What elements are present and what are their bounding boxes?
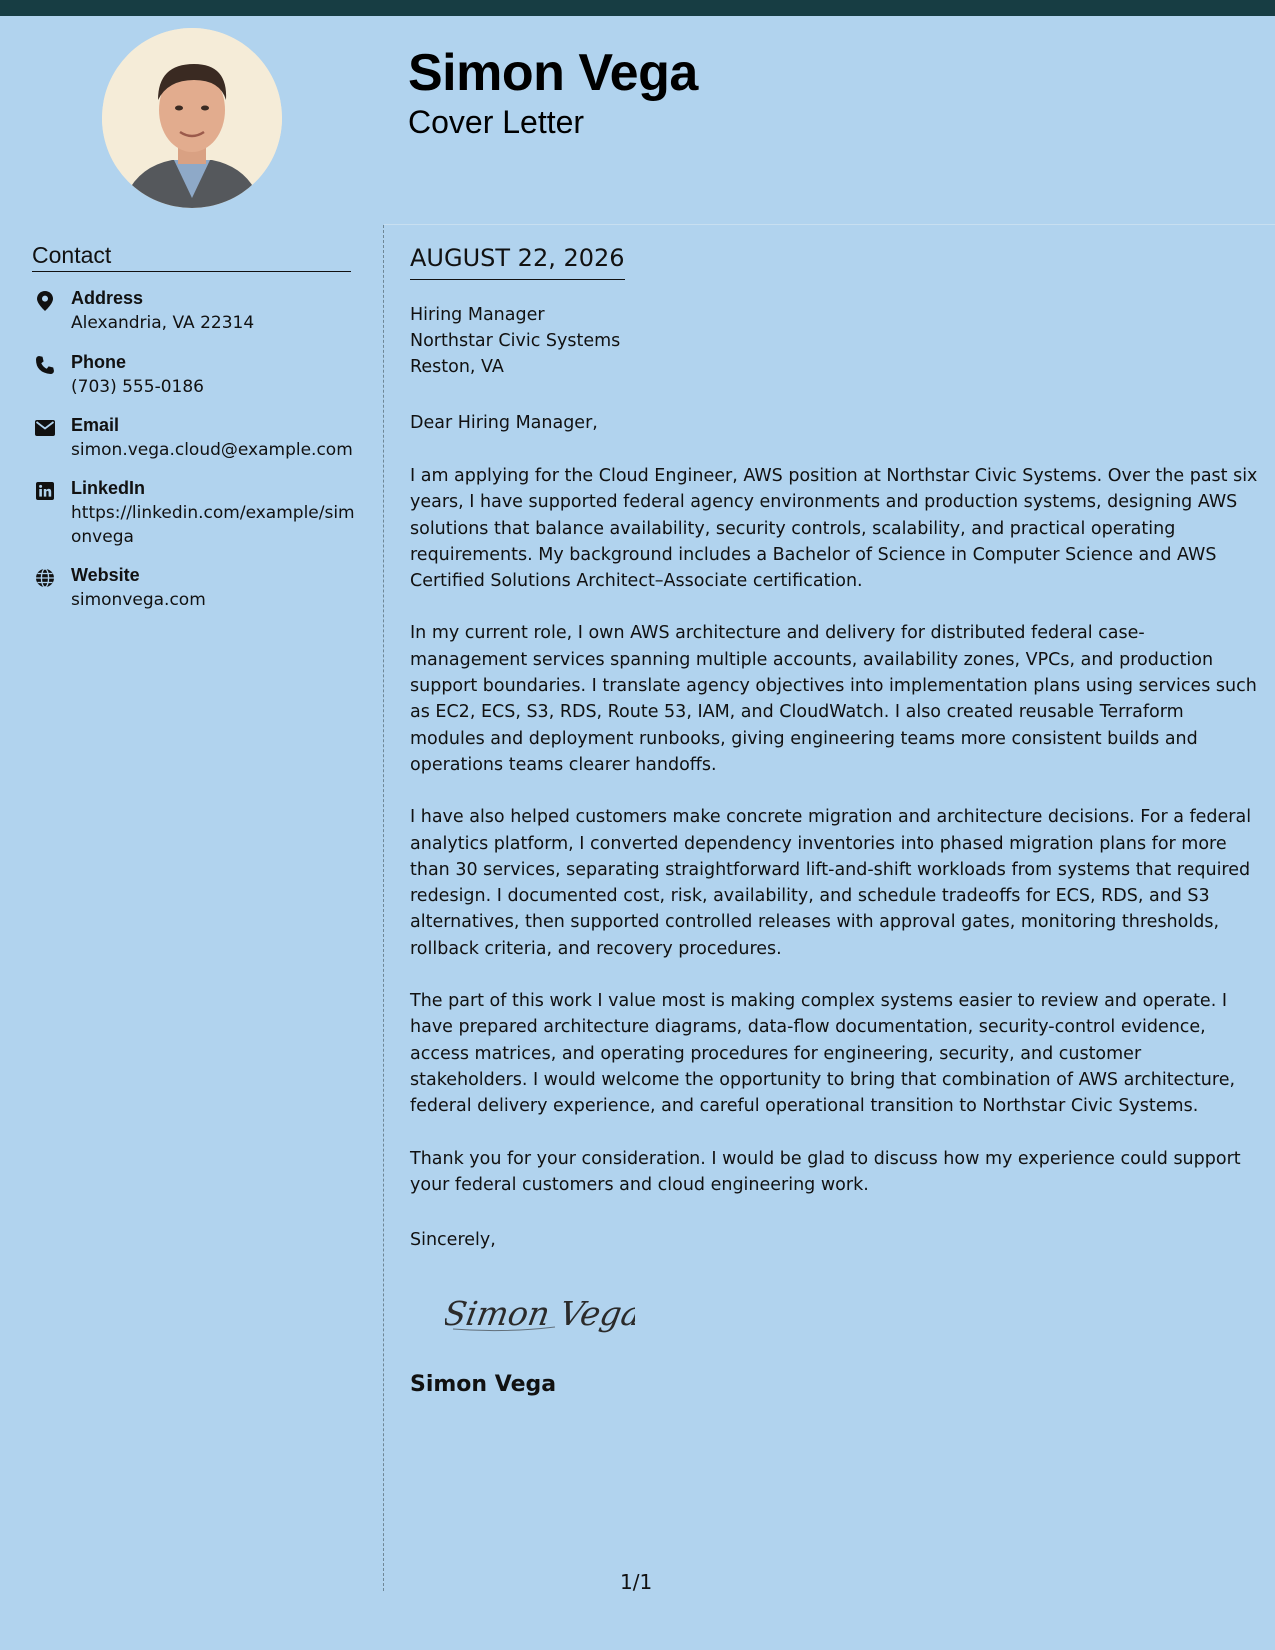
recipient-location: Reston, VA	[410, 357, 504, 377]
profile-photo	[102, 28, 282, 208]
recipient-name: Hiring Manager	[410, 305, 545, 325]
contact-label: Email	[71, 415, 120, 435]
contact-label: LinkedIn	[71, 478, 146, 498]
top-accent-bar	[0, 0, 1275, 16]
candidate-name: Simon Vega	[408, 44, 698, 102]
contact-label: Phone	[71, 352, 127, 372]
page-indicator: 1/1	[620, 1570, 653, 1594]
body-paragraph: In my current role, I own AWS architecture and delivery for distributed federal case-management services spanning multiple accounts, availability zones, VPCs, and production support boundaries. I translate agency objectives into implementation plans using services such as EC2, ECS, S3, RDS, Route 53, IAM, and CloudWatch. I also created reusable Terraform modules and deployment runbooks, giving engineering teams more consistent builds and operations teams clearer handoffs.	[410, 623, 1257, 775]
contact-value: Alexandria, VA 22314	[71, 313, 255, 333]
letter-body	[410, 463, 1258, 1224]
body-paragraph: The part of this work I value most is making complex systems easier to review and operate. I have prepared architecture diagrams, data-flow documentation, security-control evidence, access matrices, and operating procedures for engineering, security, and customer stakeholders. I would welcome the opportunity to bring that combination of AWS architecture, federal delivery experience, and careful operational transition to Northstar Civic Systems.	[410, 991, 1236, 1117]
body-paragraph: Thank you for your consideration. I would be glad to discuss how my experience could support your federal customers and cloud engineering work.	[410, 1148, 1241, 1195]
contact-value: (703) 555-0186	[71, 377, 204, 397]
handwritten-signature	[445, 1285, 635, 1345]
phone-icon	[34, 354, 56, 376]
body-paragraph: I am applying for the Cloud Engineer, AWS position at Northstar Civic Systems. Over the past six years, I have supported federal agency environments and production systems, designing AWS solutions that balance availability, security controls, scalability, and practical operating requirements. My background includes a Bachelor of Science in Computer Science and AWS Certified Solutions Architect–Associate certification.	[410, 466, 1258, 592]
map-pin-icon	[34, 290, 56, 312]
envelope-icon	[34, 417, 56, 439]
body-paragraph: I have also helped customers make concrete migration and architecture decisions. For a federal analytics platform, I converted dependency inventories into phased migration plans for more than 30 services, separating straightforward lift-and-shift workloads from systems that required redesign. I documented cost, risk, availability, and schedule tradeoffs for ECS, RDS, and S3 alternatives, then supported controlled releases with approval gates, monitoring thresholds, rollback criteria, and recovery procedures.	[410, 807, 1252, 959]
column-divider	[383, 225, 384, 1591]
salutation: Dear Hiring Manager,	[410, 413, 598, 433]
contact-label: Website	[71, 565, 140, 585]
recipient-block	[410, 302, 620, 380]
document-type: Cover Letter	[408, 104, 585, 140]
signature-text: Simon Vega	[445, 1294, 635, 1333]
contact-value: simon.vega.cloud@example.com	[71, 440, 353, 460]
contact-label: Address	[71, 288, 144, 308]
recipient-company: Northstar Civic Systems	[410, 331, 621, 351]
closing: Sincerely,	[410, 1230, 496, 1250]
globe-icon	[34, 567, 56, 589]
linkedin-icon	[34, 480, 56, 502]
letter-date: AUGUST 22, 2026	[410, 242, 625, 280]
contact-value: simonvega.com	[71, 590, 206, 610]
header-divider	[384, 224, 1275, 225]
signer-name: Simon Vega	[410, 1372, 557, 1397]
contact-heading: Contact	[32, 240, 351, 272]
contact-value: https://linkedin.com/example/simonvega	[71, 503, 355, 547]
